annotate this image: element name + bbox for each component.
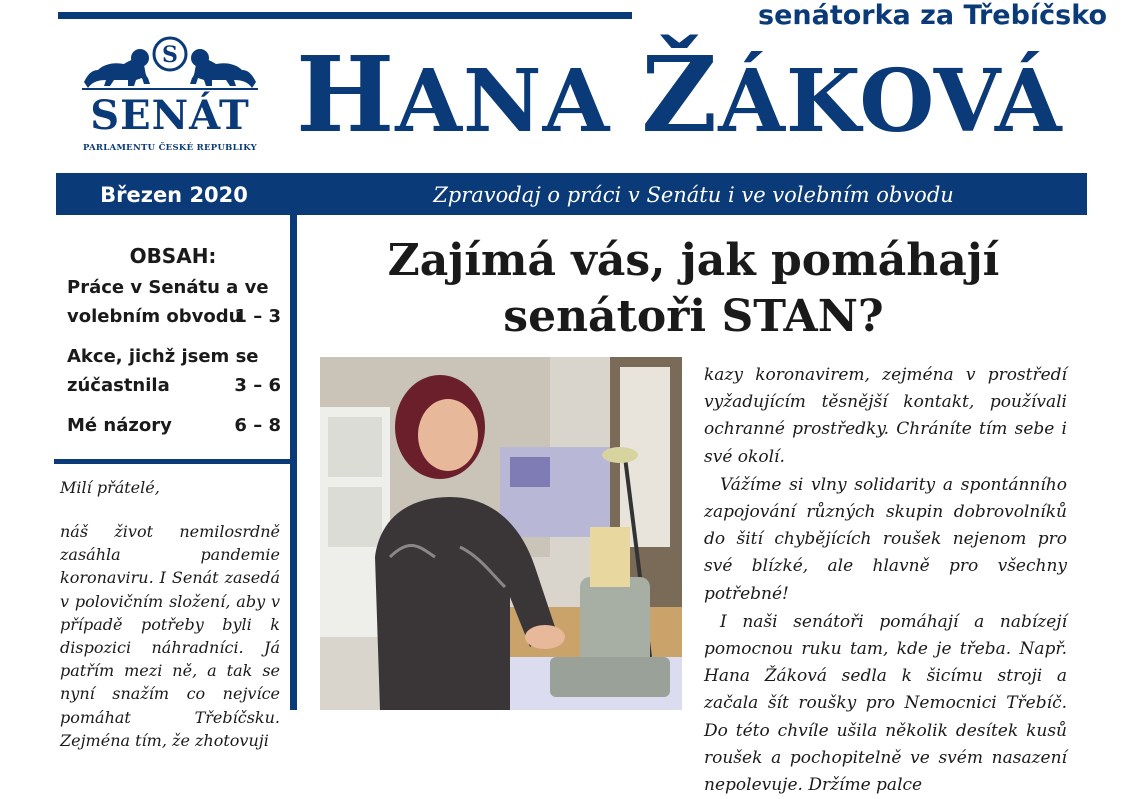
name-rest-2: ÁKOVÁ (718, 51, 1063, 152)
toc-item-line1: Akce, jichž jsem se (67, 346, 259, 367)
logo-word: SENÁT (90, 92, 250, 139)
issue-date: Březen 2020 (100, 183, 248, 207)
top-rule (58, 12, 632, 19)
masthead-name (296, 20, 1063, 177)
emblem-letter: S (162, 42, 178, 68)
article-body (704, 362, 1067, 799)
photo-woman-sewing (320, 357, 682, 710)
name-rest-1: ANA (395, 51, 642, 152)
name-initial-1: H (296, 33, 396, 156)
toc-item-line2: zúčastnila (67, 375, 170, 396)
subtitle: senátorka za Třebíčsko (758, 0, 1108, 31)
headline-line2: senátoři STAN? (503, 291, 884, 342)
toc-item-line2: volebním obvodu (67, 306, 242, 327)
article-paragraph: I naši senátoři pomáhají a nabízejí pomocnou ruku tam, kde je třeba. Např. Hana Žáková sedla k šicímu stroji a začala šít roušky pro Nemocnici Třebíč. Do této chvíle ušila několik desítek kusů roušek a pochopitelně ve svém nasazení nepolevuje. Držíme palce (704, 611, 1067, 796)
toc-item-line1: Práce v Senátu a ve (67, 277, 269, 298)
toc-item[interactable] (67, 273, 281, 331)
article-paragraph: Vážíme si vlny solidarity a spontánního zapojování různých skupin dobrovolníků do šití chybějících roušek nejenom pro své blízké, ale hlavně pro všechny potřebné! (704, 474, 1067, 604)
letter-body: náš život nemilosrdně zasáhla pandemie koronaviru. I Senát zasedá v polovičním složení, aby v případě potřeby byli k dispozici náhradníci. Já patřím mezi ně, a tak se nyní snažím co nejvíce pomáhat Třebíčsku. Zejména tím, že zhotovuji (60, 522, 280, 750)
logo-subtitle: PARLAMENTU ČESKÉ REPUBLIKY (82, 143, 258, 153)
toc-title: OBSAH: (129, 244, 217, 268)
newsletter-tagline: Zpravodaj o práci v Senátu i ve volebním obvodu (433, 183, 954, 207)
name-initial-2: Ž (641, 33, 719, 156)
headline (300, 233, 1087, 345)
toc-item-pages: 6 – 8 (234, 415, 281, 436)
article-paragraph: kazy koronavirem, zejména v prostředí vyžadujícím těsnější kontakt, používali ochranné prostředky. Chráníte tím sebe i své okolí. (704, 365, 1067, 467)
toc-item-line2: Mé názory (67, 415, 172, 436)
column-divider (290, 215, 297, 710)
letter-greeting: Milí přátelé, (60, 478, 160, 497)
toc-item-pages: 3 – 6 (234, 375, 281, 396)
sidebar-divider (54, 459, 290, 464)
headline-line1: Zajímá vás, jak pomáhají (387, 235, 1000, 286)
toc-item[interactable] (67, 411, 281, 440)
toc-item[interactable] (67, 342, 281, 400)
toc-item-pages: 1 – 3 (234, 306, 281, 327)
